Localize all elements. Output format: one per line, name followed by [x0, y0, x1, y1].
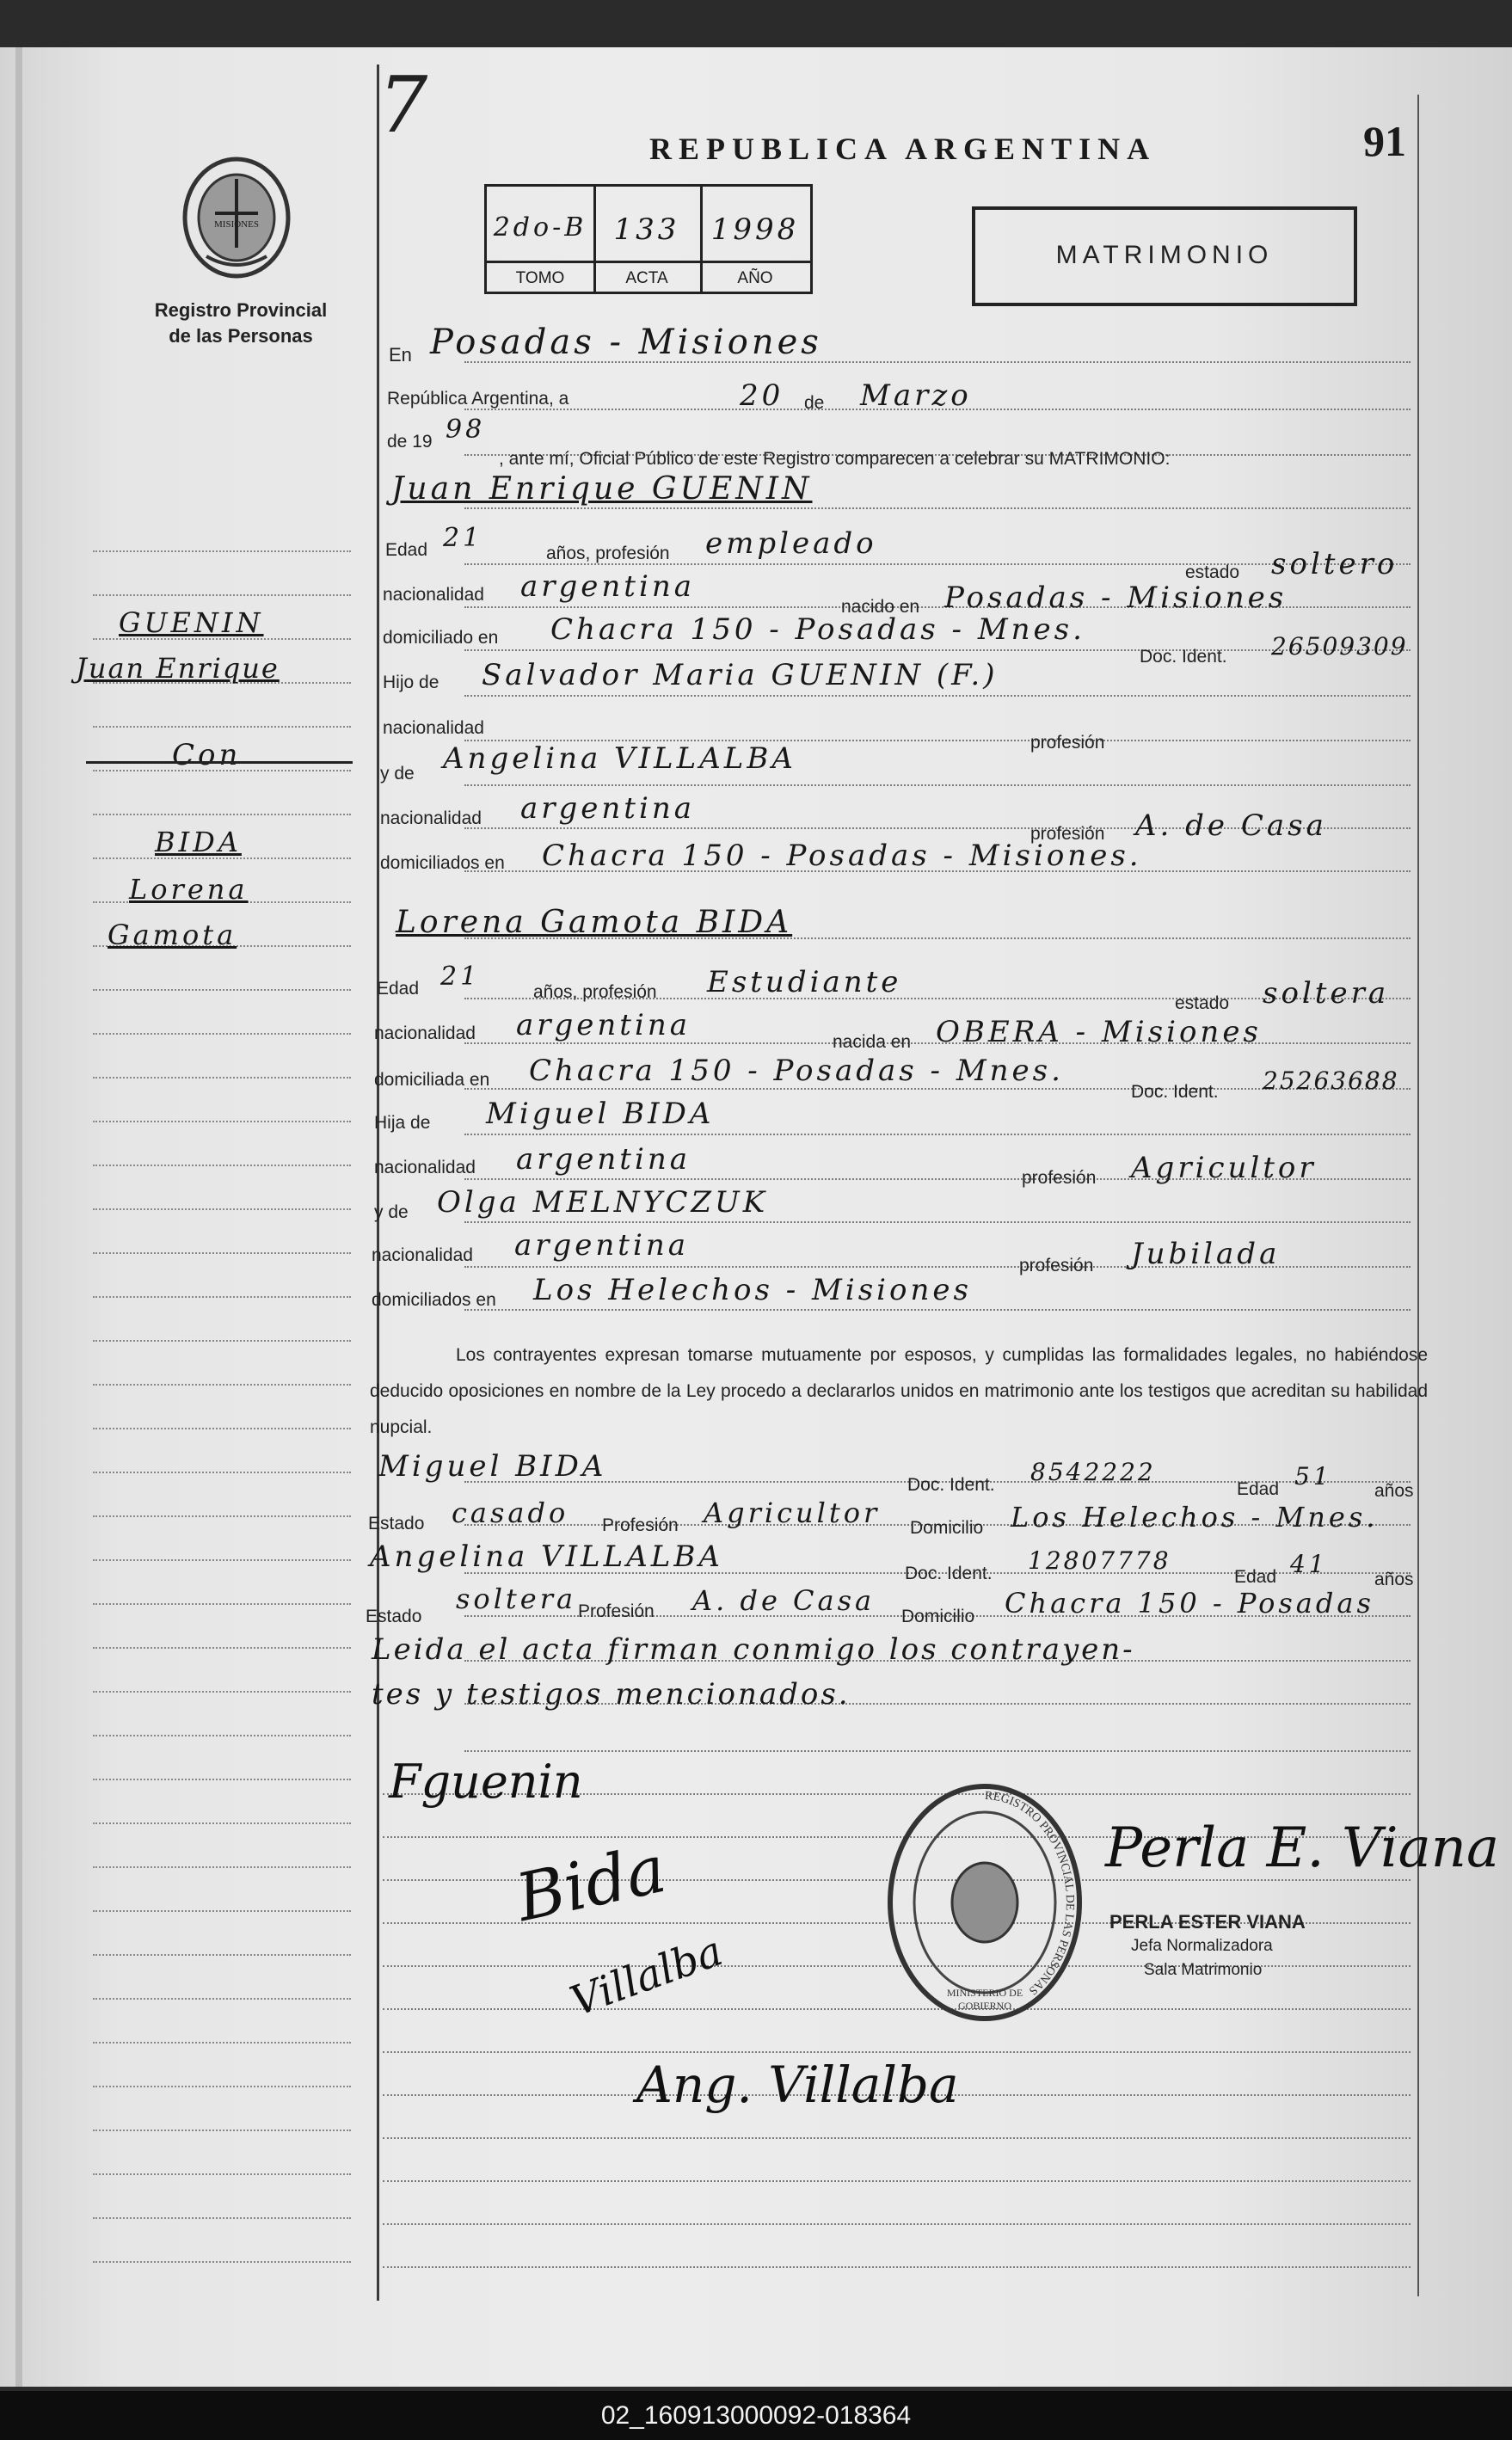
- witness-2-anos-label: años: [1374, 1570, 1414, 1589]
- margin-rule-line: [93, 1296, 351, 1298]
- country-heading: REPUBLICA ARGENTINA: [649, 132, 1157, 166]
- stamp-bottom-text: MINISTERIO DE GOBIERNO: [946, 1987, 1023, 2012]
- groom-nacionalidad-label: nacionalidad: [383, 585, 484, 605]
- groom-mother-nat: argentina: [520, 791, 696, 826]
- page-number: 91: [1363, 117, 1406, 165]
- groom-mother-prof-label: profesión: [1030, 824, 1105, 844]
- signature-witness-1: Villalba: [563, 1927, 729, 2026]
- ano-label: AÑO: [737, 269, 773, 287]
- margin-rule-line: [93, 2042, 351, 2044]
- witness-1-domicilio-label: Domicilio: [910, 1518, 984, 1538]
- margin-rule-line: [93, 1384, 351, 1386]
- witness-2-address: Chacra 150 - Posadas: [1005, 1587, 1374, 1619]
- groom-full-name: Juan Enrique GUENIN: [391, 471, 813, 507]
- bride-full-name: Lorena Gamota BIDA: [396, 905, 793, 940]
- stamp-ring-text: REGISTRO PROVINCIAL DE LAS PERSONAS: [984, 1789, 1077, 1997]
- margin-rule-line: [93, 1822, 351, 1824]
- margin-rule-line: [93, 1165, 351, 1166]
- margin-rule-line: [93, 594, 351, 596]
- groom-nacido-label: nacido en: [841, 597, 920, 617]
- acta-label: ACTA: [625, 269, 668, 287]
- document-id: 02_160913000092-018364: [600, 2401, 912, 2430]
- groom-edad-label: Edad: [385, 540, 428, 560]
- right-rule: [1417, 95, 1419, 2296]
- bride-occupation: Estudiante: [707, 965, 902, 999]
- witness-1-doc: 8542222: [1030, 1458, 1156, 1486]
- bride-nacionalidad-label: nacionalidad: [374, 1023, 476, 1043]
- groom-parents-address: Chacra 150 - Posadas - Misiones.: [542, 839, 1142, 873]
- margin-rule-line: [93, 1954, 351, 1956]
- bride-parents-address: Los Helechos - Misiones: [533, 1273, 972, 1307]
- witness-2-doc: 12807778: [1028, 1546, 1171, 1575]
- margin-rule-line: [93, 2261, 351, 2263]
- official-title-1: Jefa Normalizadora: [1131, 1937, 1273, 1955]
- bride-father-nat-label: nacionalidad: [374, 1158, 476, 1177]
- margin-rule-line: [93, 1340, 351, 1342]
- margin-bride-name-1: Lorena: [129, 873, 249, 906]
- form-rule-line: [464, 784, 1411, 786]
- form-rule-line: [383, 2266, 1411, 2268]
- margin-rule-line: [93, 726, 351, 728]
- bride-yde-label: y de: [374, 1202, 409, 1222]
- form-rule-line: [383, 2223, 1411, 2225]
- margin-rule-line: [93, 1077, 351, 1079]
- bride-mother-prof: Jubilada: [1131, 1237, 1281, 1271]
- groom-birthplace: Posadas - Misiones: [944, 581, 1288, 615]
- margin-rule-line: [93, 1428, 351, 1429]
- intro-statement: , ante mí, Oficial Público de este Registro comparecen a celebrar su MATRIMONIO:: [499, 449, 1171, 469]
- margin-rule-line: [93, 1033, 351, 1035]
- witness-2-name: Angelina VILLALBA: [370, 1540, 723, 1574]
- witness-2-estado-label: Estado: [366, 1607, 422, 1626]
- margin-rule-line: [93, 550, 351, 552]
- bride-father: Miguel BIDA: [486, 1097, 715, 1131]
- bride-father-prof-label: profesión: [1022, 1168, 1097, 1188]
- form-rule-line: [464, 507, 1411, 509]
- groom-father-prof-label: profesión: [1030, 733, 1105, 753]
- bride-edad-label: Edad: [377, 979, 420, 999]
- margin-rule-line: [93, 1691, 351, 1693]
- witness-1-profession: Agricultor: [704, 1497, 881, 1529]
- margin-connector: Con: [172, 738, 242, 772]
- margin-bride-name-2: Gamota: [108, 919, 237, 951]
- issuer-line-1: Registro Provincial: [154, 299, 328, 321]
- witness-1-profesion-label: Profesión: [602, 1515, 679, 1535]
- bride-mother-nat-label: nacionalidad: [372, 1245, 473, 1265]
- bride-domicilio-label: domiciliada en: [374, 1070, 490, 1090]
- margin-bride-surname: BIDA: [155, 826, 242, 858]
- seal-label: MISIONES: [214, 219, 259, 230]
- groom-father: Salvador Maria GUENIN (F.): [482, 658, 999, 692]
- bride-address: Chacra 150 - Posadas - Mnes.: [529, 1054, 1064, 1088]
- official-signature: Perla E. Viana: [1105, 1816, 1500, 1880]
- witness-1-edad-label: Edad: [1237, 1479, 1280, 1499]
- groom-mother-nat-label: nacionalidad: [380, 808, 482, 828]
- groom-civil-status: soltero: [1271, 547, 1398, 581]
- republic-label: República Argentina, a: [387, 389, 569, 409]
- form-rule-line: [464, 1309, 1411, 1311]
- acta-value: 133: [613, 212, 680, 247]
- groom-age: 21: [443, 523, 483, 553]
- corner-checkmark: 7: [378, 60, 428, 151]
- form-rule-line: [464, 695, 1411, 697]
- form-rule-line: [464, 1750, 1411, 1752]
- margin-rule-line: [93, 1603, 351, 1605]
- groom-father-nat-label: nacionalidad: [383, 718, 484, 738]
- intro-de-label: de: [804, 393, 825, 413]
- margin-rule-line: [93, 1252, 351, 1254]
- bride-parents-dom-label: domiciliados en: [372, 1290, 496, 1310]
- year-suffix: 98: [446, 415, 486, 445]
- closing-line-1: Leida el acta firman conmigo los contrayen-: [372, 1632, 1135, 1667]
- bride-mother-prof-label: profesión: [1019, 1256, 1094, 1275]
- witness-1-estado-label: Estado: [368, 1514, 425, 1533]
- year-prefix: de 19: [387, 432, 433, 452]
- bride-nacida-label: nacida en: [833, 1032, 912, 1052]
- form-rule-line: [383, 2051, 1411, 2053]
- margin-rule-line: [93, 1515, 351, 1517]
- bride-mother-nat: argentina: [514, 1228, 690, 1263]
- groom-mother-prof: A. de Casa: [1135, 808, 1327, 843]
- groom-doc-number: 26509309: [1271, 632, 1408, 661]
- bride-doc-label: Doc. Ident.: [1131, 1082, 1219, 1102]
- official-name: PERLA ESTER VIANA: [1109, 1911, 1306, 1933]
- witness-2-domicilio-label: Domicilio: [901, 1607, 975, 1626]
- intro-month: Marzo: [860, 378, 972, 413]
- tomo-cell: [487, 187, 596, 292]
- scan-footer-bar: [0, 2391, 1512, 2440]
- groom-mother: Angelina VILLALBA: [443, 741, 796, 776]
- witness-2-age: 41: [1290, 1550, 1328, 1578]
- groom-parents-dom-label: domiciliados en: [380, 853, 505, 873]
- margin-groom-names: Juan Enrique: [76, 652, 280, 685]
- tomo-label: TOMO: [515, 269, 565, 287]
- witness-2-edad-label: Edad: [1234, 1567, 1277, 1587]
- margin-rule-line: [93, 1779, 351, 1780]
- issuer-line-2: de las Personas: [169, 325, 313, 347]
- margin-groom-surname: GUENIN: [119, 606, 264, 639]
- bride-mother: Olga MELNYCZUK: [437, 1185, 769, 1220]
- witness-2-doc-label: Doc. Ident.: [905, 1564, 993, 1583]
- margin-rule-line: [93, 989, 351, 991]
- witness-1-doc-label: Doc. Ident.: [907, 1475, 995, 1495]
- provincial-seal-icon: [172, 153, 301, 282]
- margin-rule-line: [93, 1121, 351, 1122]
- declaration-text: Los contrayentes expresan tomarse mutuamente por esposos, y cumplidas las formalidades legales, no habiéndose deducido oposiciones en nombre de la Ley procedo a declararlos unidos en matrimonio ante los testigos que acreditan su habilidad nupcial.: [370, 1345, 1428, 1437]
- margin-rule-line: [93, 1910, 351, 1912]
- groom-address: Chacra 150 - Posadas - Mnes.: [550, 612, 1085, 647]
- margin-rule-line: [93, 1998, 351, 2000]
- groom-hijo-label: Hijo de: [383, 673, 439, 692]
- intro-place: Posadas - Misiones: [430, 323, 822, 362]
- official-title-2: Sala Matrimonio: [1144, 1961, 1263, 1979]
- bride-nationality: argentina: [516, 1008, 691, 1042]
- margin-rule-line: [93, 1866, 351, 1868]
- margin-rule-line: [93, 1735, 351, 1736]
- table-caption-divider: [487, 261, 810, 263]
- witness-1-address: Los Helechos - Mnes.: [1011, 1501, 1379, 1533]
- intro-day: 20: [740, 378, 784, 413]
- margin-rule-line: [93, 2173, 351, 2175]
- witness-2-profesion-label: Profesión: [578, 1601, 655, 1621]
- ano-value: 1998: [710, 212, 800, 247]
- witness-1-anos-label: años: [1374, 1481, 1414, 1501]
- ano-cell: [700, 187, 810, 292]
- bride-civil-status: soltera: [1263, 976, 1390, 1011]
- margin-rule-line: [93, 814, 351, 815]
- closing-line-2: tes y testigos mencionados.: [372, 1677, 851, 1712]
- groom-occupation: empleado: [705, 526, 877, 561]
- bride-doc-number: 25263688: [1263, 1066, 1399, 1095]
- record-type: MATRIMONIO: [1055, 241, 1274, 269]
- acta-cell: [593, 187, 703, 292]
- tomo-value: 2do-B: [493, 212, 587, 243]
- bride-age: 21: [440, 962, 481, 992]
- groom-doc-label: Doc. Ident.: [1140, 647, 1227, 667]
- form-rule-line: [383, 2137, 1411, 2139]
- bride-estado-label: estado: [1175, 993, 1230, 1013]
- bride-hija-label: Hija de: [374, 1113, 431, 1133]
- margin-rule-line: [93, 1472, 351, 1473]
- witness-1-age: 51: [1294, 1462, 1332, 1490]
- form-rule-line: [464, 1134, 1411, 1135]
- witness-1-name: Miguel BIDA: [378, 1449, 607, 1484]
- en-label: En: [389, 344, 412, 366]
- bride-father-nat: argentina: [516, 1142, 691, 1177]
- signature-witness-2: Ang. Villalba: [636, 2056, 959, 2114]
- groom-anos-profesion-label: años, profesión: [546, 544, 670, 563]
- connector-strike: [86, 761, 353, 764]
- signature-bride: Bida: [509, 1829, 673, 1937]
- bride-anos-profesion-label: años, profesión: [533, 982, 657, 1002]
- record-type-box: [972, 206, 1357, 306]
- form-rule-line: [383, 2180, 1411, 2182]
- margin-rule: [377, 65, 379, 2301]
- bride-birthplace: OBERA - Misiones: [936, 1015, 1262, 1049]
- margin-rule-line: [93, 1208, 351, 1210]
- margin-rule-line: [93, 1559, 351, 1561]
- groom-nationality: argentina: [520, 569, 696, 604]
- witness-2-profession: A. de Casa: [692, 1584, 876, 1617]
- margin-rule-line: [93, 2086, 351, 2087]
- bride-father-prof: Agricultor: [1131, 1151, 1317, 1185]
- form-rule-line: [464, 649, 1411, 651]
- margin-rule-line: [93, 2130, 351, 2131]
- form-rule-line: [464, 1221, 1411, 1223]
- margin-rule-line: [93, 1647, 351, 1649]
- groom-domicilio-label: domiciliado en: [383, 628, 499, 648]
- groom-yde-label: y de: [380, 764, 415, 784]
- margin-rule-line: [93, 2217, 351, 2219]
- witness-1-status: casado: [452, 1497, 569, 1529]
- signature-groom: Fguenin: [389, 1755, 583, 1809]
- binding-edge: [15, 47, 22, 2387]
- witness-2-status: soltera: [456, 1583, 577, 1615]
- register-table: [484, 184, 813, 294]
- groom-estado-label: estado: [1185, 562, 1240, 582]
